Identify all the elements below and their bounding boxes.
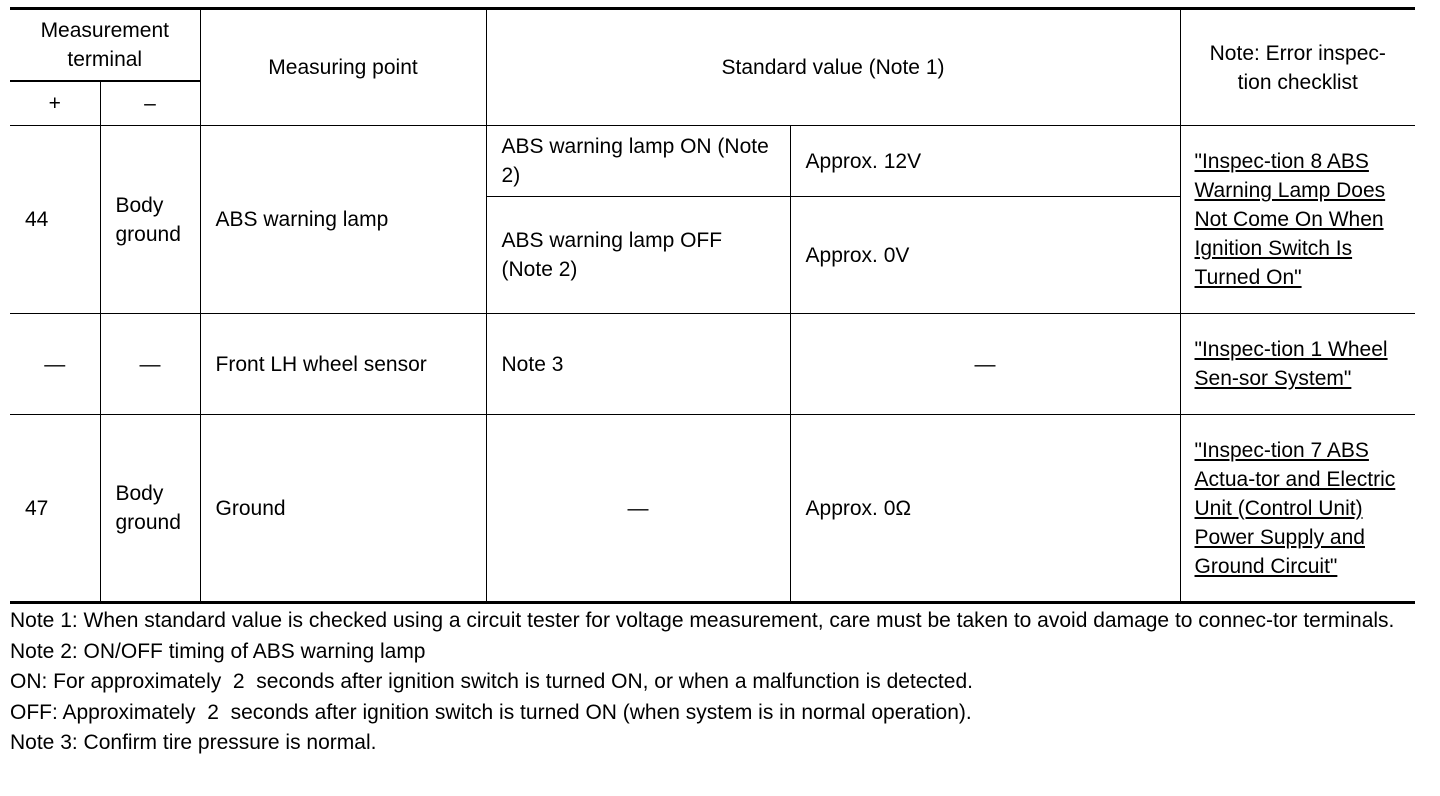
inspection-8-link[interactable]: "Inspec-tion 8 ABS Warning Lamp Does Not Come On When Ignition Switch Is Turned On" bbox=[1194, 150, 1386, 289]
checklist-cell bbox=[1180, 126, 1415, 314]
off-suffix: seconds after ignition switch is turned ON (when system is in normal operation). bbox=[230, 700, 972, 724]
condition: — bbox=[486, 415, 790, 603]
measuring-point: Front LH wheel sensor bbox=[200, 314, 486, 415]
measuring-point: ABS warning lamp bbox=[200, 126, 486, 314]
note-2-off bbox=[10, 698, 1420, 729]
minus-terminal: — bbox=[100, 314, 200, 415]
condition: ABS warning lamp OFF (Note 2) bbox=[486, 197, 790, 314]
minus-terminal: Body ground bbox=[100, 126, 200, 314]
measurement-terminal-header: Measurement terminal bbox=[10, 9, 200, 81]
minus-terminal-header: – bbox=[100, 81, 200, 126]
note-2-on bbox=[10, 667, 1420, 698]
minus-terminal: Body ground bbox=[100, 415, 200, 603]
on-suffix: seconds after ignition switch is turned ON, or when a malfunction is detected. bbox=[256, 670, 973, 693]
measuring-point: Ground bbox=[200, 415, 486, 603]
standard-value: Approx. 0V bbox=[790, 197, 1180, 314]
plus-terminal: 44 bbox=[10, 126, 100, 314]
notes-section bbox=[10, 606, 1420, 759]
standard-value: Approx. 0Ω bbox=[790, 415, 1180, 603]
note-1: Note 1: When standard value is checked using a circuit tester for voltage measurement, care must be taken to avoid damage to connec-tor terminals. bbox=[10, 609, 1395, 632]
on-seconds: 2 bbox=[232, 670, 245, 693]
on-prefix: ON: For approximately bbox=[10, 670, 222, 693]
off-seconds: 2 bbox=[207, 700, 219, 724]
table-row bbox=[10, 415, 1415, 603]
note-3: Note 3: Confirm tire pressure is normal. bbox=[10, 731, 377, 754]
measuring-point-header: Measuring point bbox=[200, 9, 486, 126]
plus-terminal: — bbox=[10, 314, 100, 415]
checklist-header: Note: Error inspec-tion checklist bbox=[1180, 9, 1415, 126]
off-prefix: OFF: Approximately bbox=[10, 700, 196, 724]
standard-value: — bbox=[790, 314, 1180, 415]
standard-value-header: Standard value (Note 1) bbox=[486, 9, 1180, 126]
inspection-7-link[interactable]: "Inspec-tion 7 ABS Actua-tor and Electric Unit (Control Unit) Power Supply and Ground Circuit" bbox=[1194, 438, 1396, 578]
checklist-cell bbox=[1180, 415, 1415, 603]
condition: ABS warning lamp ON (Note 2) bbox=[486, 126, 790, 197]
standard-value: Approx. 12V bbox=[790, 126, 1180, 197]
checklist-cell bbox=[1180, 314, 1415, 415]
plus-terminal-header: + bbox=[10, 81, 100, 126]
inspection-1-link[interactable]: "Inspec-tion 1 Wheel Sen-sor System" bbox=[1194, 338, 1388, 390]
inspection-table bbox=[10, 7, 1415, 604]
plus-terminal: 47 bbox=[10, 415, 100, 603]
header-row bbox=[10, 9, 1415, 81]
note-2: Note 2: ON/OFF timing of ABS warning lamp bbox=[10, 639, 426, 663]
condition: Note 3 bbox=[486, 314, 790, 415]
table-row bbox=[10, 314, 1415, 415]
table-row bbox=[10, 126, 1415, 197]
